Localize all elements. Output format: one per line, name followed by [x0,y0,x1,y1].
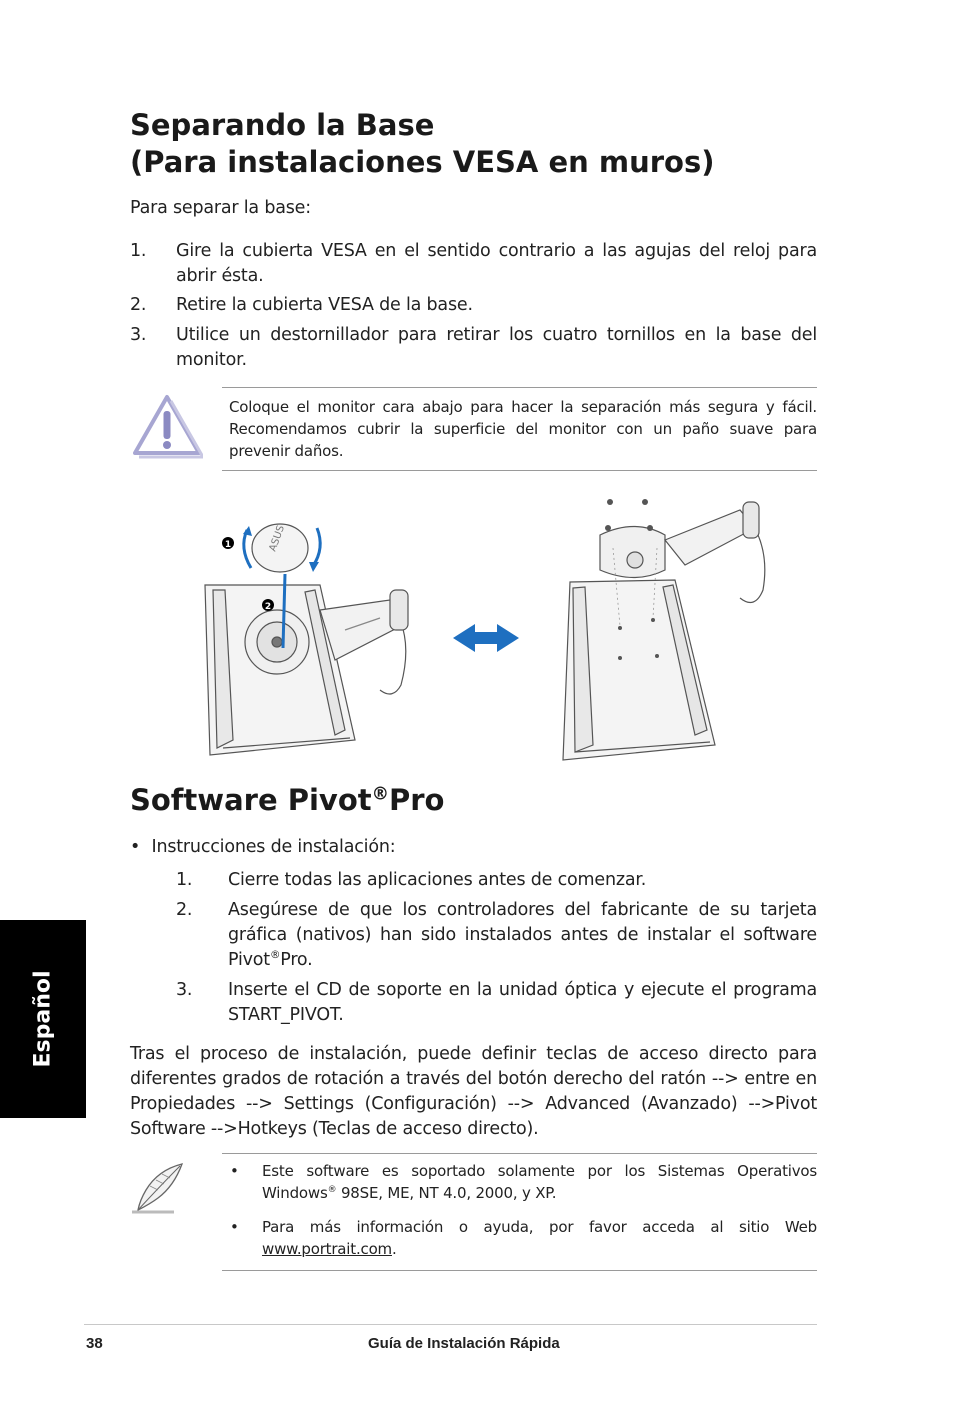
warning-triangle-icon [131,393,203,464]
step-number: 1. [130,241,147,261]
bullet-glyph: • [130,837,141,857]
install-step [176,978,817,1028]
bullet-text: Instrucciones de instalación: [151,837,396,857]
note-top-rule [222,1153,817,1154]
notes-list [230,1160,817,1260]
note-item [230,1160,817,1204]
step-item [130,323,817,373]
note-bottom-rule [222,1270,817,1271]
footer-title: Guía de Instalación Rápida [368,1335,560,1352]
install-step [176,898,817,973]
step-number: 2. [176,900,193,920]
note-text: Para más información o ayuda, por favor acceda al sitio Web www.portrait.com. [262,1218,817,1258]
footer-rule [84,1324,817,1325]
step-number: 3. [130,325,147,345]
step-text: Utilice un destornillador para retirar los cuatro tornillos en la base del monitor. [176,325,817,370]
step-number: 1. [176,870,193,890]
caution-text: Coloque el monitor cara abajo para hacer la separación más segura y fácil. Recomendamos cubrir la superficie del monitor con un paño suave para prevenir daños. [229,398,817,460]
pivot-title-text: Software Pivot [130,783,372,817]
title-line-1: Separando la Base [130,108,435,142]
section-title-pivot [130,782,444,819]
step-text: Asegúrese de que los controladores del fabricante de su tarjeta gráfica (nativos) han sido instalados antes de instalar el software Pivot®Pro. [228,900,817,970]
step-text: Gire la cubierta VESA en el sentido contrario a las agujas del reloj para abrir ésta. [176,241,817,286]
monitor-right-drawing [563,502,765,760]
callout-1-badge [222,537,234,550]
language-side-label: Español [30,970,56,1068]
monitor-left-drawing [205,585,408,755]
step-item [130,293,817,318]
page-number: 38 [86,1335,103,1352]
caution-bottom-rule [222,470,817,471]
step-text: Inserte el CD de soporte en la unidad óptica y ejecute el programa START_PIVOT. [228,980,817,1025]
note-item [230,1216,817,1260]
intro-text: Para separar la base: [130,198,311,218]
hotkeys-paragraph: Tras el proceso de instalación, puede definir teclas de acceso directo para diferentes grados de rotación a través del botón derecho del ratón --> entre en Propiedades --> Settings (Configuración) --> Advanced (Avanzado) -->Pivot Software -->Hotkeys (Teclas de acceso directo). [130,1044,817,1139]
section-title-vesa [130,107,714,181]
step-number: 2. [130,295,147,315]
step-item [130,239,817,289]
double-arrow-icon [453,624,519,652]
note-text: Este software es soportado solamente por los Sistemas Operativos Windows® 98SE, ME, NT 4.0, 2000, y XP. [262,1162,817,1202]
bullet-glyph: • [230,1218,239,1236]
callout-2-number: 2 [264,602,272,612]
steps-list [130,239,817,373]
install-steps-list [176,868,817,1028]
callout-1-number: 1 [224,540,232,550]
registered-mark: ® [371,784,389,805]
caution-top-rule [222,387,817,388]
asus-logo-text: ASUS [267,524,288,554]
pivot-title-suffix: Pro [389,783,445,817]
bullet-glyph: • [230,1162,239,1180]
base-removal-illustration [195,490,795,775]
portrait-link[interactable]: www.portrait.com [262,1240,392,1258]
install-bullet [130,835,395,860]
feather-pen-icon [128,1160,188,1223]
title-line-2: (Para instalaciones VESA en muros) [130,145,715,179]
install-step [176,868,817,893]
step-text: Retire la cubierta VESA de la base. [176,295,473,315]
step-number: 3. [176,980,193,1000]
step-text: Cierre todas las aplicaciones antes de comenzar. [228,870,647,890]
